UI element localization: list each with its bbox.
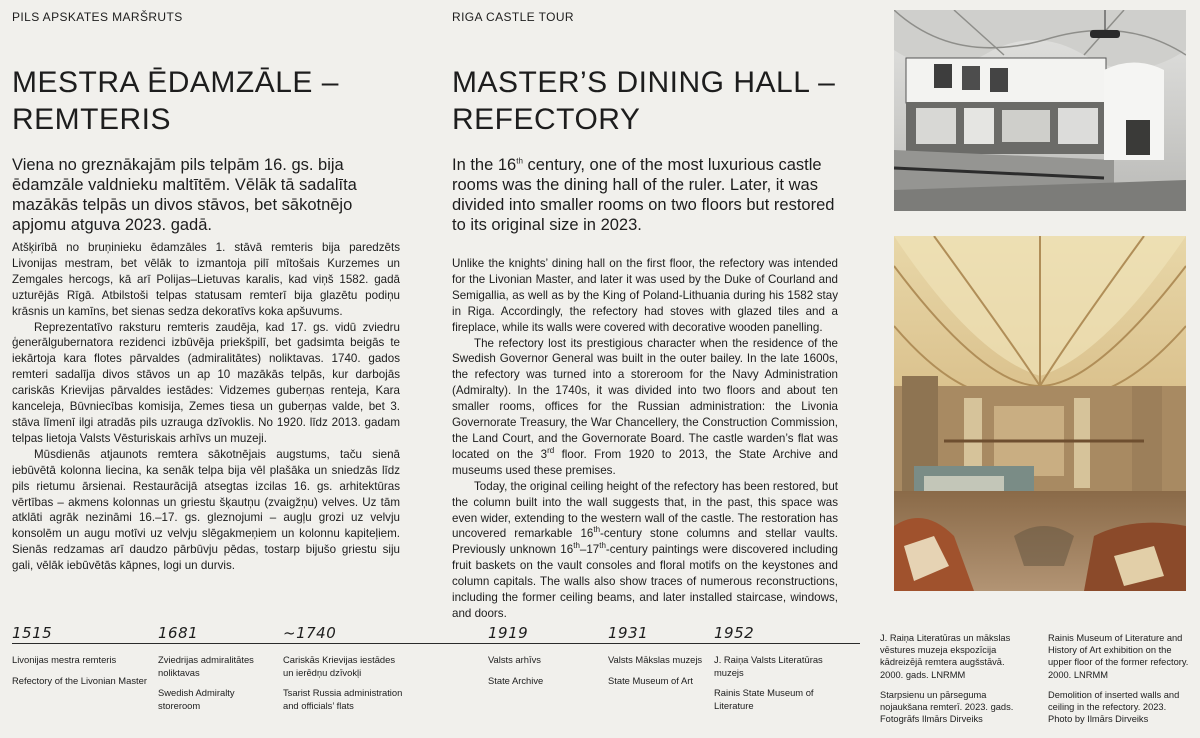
caption-en-photo1: Rainis Museum of Literature and History of Art exhibition on the upper floor of the former refectory. 2000. LNRMM [1048,633,1189,680]
body-en-p2: The refectory lost its prestigious character when the residence of the Swedish Governor General was built in the outer bailey. In the late 1600s, the refectory was turned into a storeroom for the Navy Administration (Admiralty). In the 1740s, it was divided into two floors and about ten smaller rooms, offices for the Russian administration: the Livonia Governorate Treasury, the War Chancellery, the Construction Commission, the Land Court, and the Governorate Board. The castle warden’s flat was located on the 3rd floor. From 1920 to 2013, the State Archive and museums used these premises. [452,336,839,477]
timeline-item-1931 [608,624,708,687]
body-en-p1: Unlike the knights’ dining hall on the first floor, the refectory was intended for the Livonian Master, and later it was used by the Duke of Courland and Semigallia, as well as by the King of Poland-Lithuania during his 1582 stay in Riga. Accordingly, the refectory had stoves with glazed tiles and a fireplace, while its walls were covered with decorative wooden panelling. [452,257,838,334]
body-lv-p1: Atšķirībā no bruņinieku ēdamzāles 1. stāvā remteris bija paredzēts Livonijas mestram, bet vēlāk to izmantoja pilī mītošais Kurzemes un Zemgales hercogs, kā arī Polijas–Lietuvas karalis, kad viņš 1582. gadā uzturējās Rīgā. Atbilstoši telpas statusam remterī bija glazētu podiņu krāsnis un kamīns, bet sienas sedza dekoratīvs koka apšuvums. [12,241,400,318]
timeline-year: 1681 [158,624,199,642]
body-en [452,256,838,622]
lead-lv-text: Viena no greznākajām pils telpām 16. gs. bija ēdamzāle valdnieku maltītēm. Vēlāk tā sadalīta mazākās telpās un divos stāvos, bet sākotnējo apjomu atguva 2023. gadā. [12,156,357,234]
lead-en-text: In the 16th century, one of the most luxurious castle rooms was the dining hall of the ruler. Later, it was divided into smaller rooms on two floors but restored to its original size in 2023. [452,156,835,234]
timeline-item-1952 [714,624,824,712]
title-lv [12,64,432,138]
timeline-item-1681 [158,624,268,712]
title-lv-line1: MESTRA ĒDAMZĀLE – [12,66,339,99]
captions-lv [880,632,1028,733]
timeline-label-en: State Archive [488,674,544,686]
timeline-label-lv: Cariskās Krievijas iestādes un ierēdņu dzīvokļi [283,654,396,678]
timeline-year: 1952 [714,624,755,642]
timeline-item-1740 [283,624,408,712]
timeline-label-lv: Valsts Mākslas muzejs [608,654,703,665]
kicker-en: RIGA CASTLE TOUR [452,10,574,24]
lead-lv [12,155,400,235]
timeline-year: 1919 [488,624,529,642]
restoration-photo-image [894,236,1186,591]
body-lv-p3: Mūsdienās atjaunots remtera sākotnējais augstums, taču sienā iebūvētā kolonna liecina, ka senāk telpa bija vēl plašāka un sniedzās līdz pils rietumu ārsienai. Restaurācijā atsegtas izcilas 16. gs. arhitektūras vērtības – akmens kolonnas un griestu šķautņu (zvaigžņu) velves. Uz tām atklāti agrāk nezināmi 16.–17. gs. gleznojumi – augļu grozi uz velvju konsolēm un augu motīvi uz velvju slēgakmeņiem un kolonnu kapiteļiem. Sienās redzamas arī daudzo pārbūvju pēdas, tostarp bijušo griestu siju gali, vēlāk iebūvētās kāpnes, logi un durvis. [12,447,400,573]
timeline-label-lv: J. Raiņa Valsts Literatūras muzejs [714,654,823,678]
kicker-lv: PILS APSKATES MARŠRUTS [12,10,183,24]
timeline-year: 1931 [608,624,649,642]
exhibition-photo [894,10,1186,211]
body-lv-p2: Reprezentatīvo raksturu remteris zaudēja, kad 17. gs. vidū zviedru ģenerālgubernatora rezidenci izbūvēja priekšpilī, bet gadsimta beigās te iekārtoja kara flotes pārvaldes (admiralitātes) noliktavas. 1740. gados remteri sadalīja divos stāvos un ap 10 mazākās telpās, kur darbojās cariskās Krievijas pārvaldes iestādes: Vidzemes guberņas renteja, Kara kanceleja, Būvniecības komisija, Zemes tiesa un guberņas valde, bet 3. stāva līmenī ilgi atradās pils uzrauga dzīvoklis. No 1920. līdz 2013. gadam telpas lietoja Valsts Vēsturiskais arhīvs un muzeji. [12,320,400,445]
timeline-label-lv: Zviedrijas admiralitātes noliktavas [158,654,254,678]
caption-en-photo2: Demolition of inserted walls and ceiling in the refectory. 2023. Photo by Ilmārs Dirveiks [1048,689,1180,725]
timeline-year: 1515 [12,624,53,642]
caption-lv-photo1: J. Raiņa Literatūras un mākslas vēstures muzeja ekspozīcija kādreizējā remtera augšstāvā. 2000. gads. LNRMM [880,633,1011,680]
title-en-line2: REFECTORY [452,103,641,136]
title-en-line1: MASTER’S DINING HALL – [452,66,836,99]
timeline-label-en: Tsarist Russia administration and officials’ flats [283,687,403,711]
lead-en [452,155,852,235]
timeline-item-1919 [488,624,598,687]
timeline-item-1515 [12,624,147,687]
restoration-photo [894,236,1186,591]
timeline-label-lv: Valsts arhīvs [488,654,541,665]
timeline-label-en: State Museum of Art [608,674,693,686]
captions-en [1048,632,1190,733]
title-lv-line2: REMTERIS [12,103,172,136]
body-en-p3: Today, the original ceiling height of the refectory has been restored, but the column built into the wall suggests that, in the past, this space was even wider, extending to the western wall of the castle. The restoration has uncovered remarkable 16th-century stone columns and stellar vaults. Previously unknown 16th–17th-century paintings were discovered including fruit baskets on the vault consoles and floral motifs on the keystones and column capitals. The walls also show traces of numerous reconstructions, including the former ceiling beams, and later installed staircase, windows, and doors. [452,479,838,620]
title-en [452,64,872,138]
body-lv [12,240,400,574]
timeline-year: ~1740 [283,624,337,642]
exhibition-photo-image [894,10,1186,211]
caption-lv-photo2: Starpsienu un pārseguma nojaukšana remterī. 2023. gads. Fotogrāfs Ilmārs Dirveiks [880,689,1014,725]
timeline-label-en: Swedish Admiralty storeroom [158,687,235,711]
timeline-label-en: Refectory of the Livonian Master [12,674,147,686]
timeline-label-en: Rainis State Museum of Literature [714,687,814,711]
timeline-label-lv: Livonijas mestra remteris [12,654,117,665]
